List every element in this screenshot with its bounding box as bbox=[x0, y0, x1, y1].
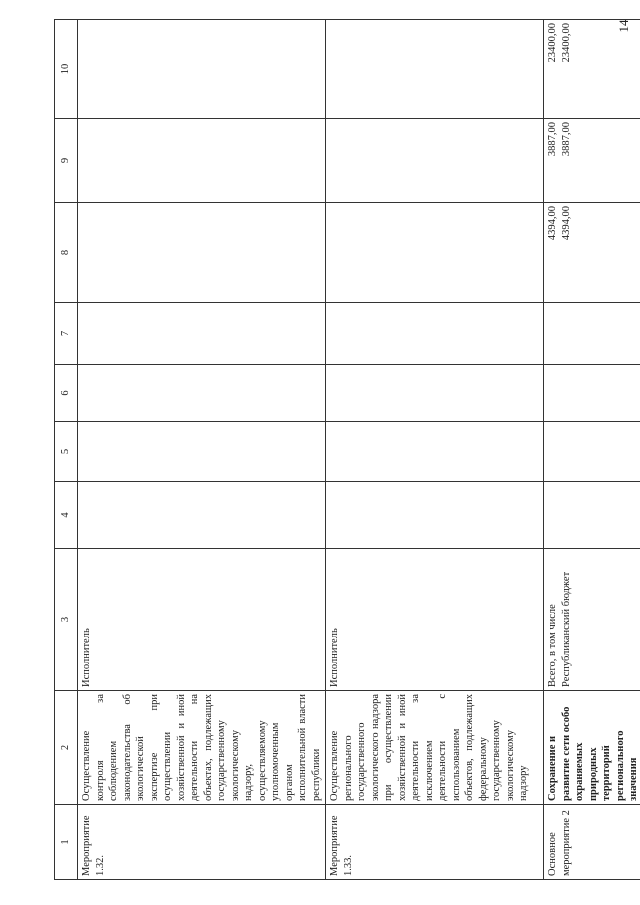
empty-cell bbox=[78, 422, 326, 482]
table-row bbox=[326, 20, 544, 880]
row-description: Сохранение и развитие сети особо охраняемых природных территорий регионального значения bbox=[544, 691, 640, 805]
col-header: 4 bbox=[55, 482, 78, 549]
source-line: Исполнитель bbox=[81, 628, 92, 687]
source-cell bbox=[78, 549, 326, 691]
row-label: Мероприятие 1.32. bbox=[78, 805, 326, 880]
empty-cell bbox=[544, 365, 640, 422]
empty-cell bbox=[326, 303, 544, 365]
source-line: Республиканский бюджет bbox=[560, 571, 572, 687]
empty-cell bbox=[326, 365, 544, 422]
value-line: 23400,00 bbox=[547, 23, 558, 63]
header-row bbox=[55, 20, 78, 880]
col-header: 3 bbox=[55, 549, 78, 691]
col-header: 2 bbox=[55, 691, 78, 805]
empty-cell bbox=[544, 482, 640, 549]
empty-cell bbox=[326, 482, 544, 549]
col-header: 8 bbox=[55, 203, 78, 303]
col-header: 1 bbox=[55, 805, 78, 880]
empty-cell bbox=[544, 422, 640, 482]
value-cell bbox=[544, 203, 640, 303]
row-description: Осуществление контроля за соблюдением законодательства об экологической экспертизе при осуществлении хозяйственной и иной деятельности на объектах, подлежащих государственному экологическому надзору, осуществляемому уполномоченным органом исполнительной власти республики bbox=[78, 691, 326, 805]
value-line: 23400,00 bbox=[560, 23, 572, 63]
empty-cell bbox=[78, 20, 326, 119]
table-row bbox=[544, 20, 640, 880]
value-line: 3887,00 bbox=[560, 122, 572, 157]
empty-cell bbox=[78, 482, 326, 549]
value-line: 3887,00 bbox=[547, 122, 558, 157]
empty-cell bbox=[78, 303, 326, 365]
row-label: Основное мероприятие 2 bbox=[544, 805, 640, 880]
empty-cell bbox=[326, 20, 544, 119]
row-description: Осуществление регионального государственного экологического надзора при осуществлении хозяйственной и иной деятельности за исключением деятельности с использованием объектов, подлежащих федеральному государственному экологическому надзору bbox=[326, 691, 544, 805]
empty-cell bbox=[78, 365, 326, 422]
page-number: 14 bbox=[616, 19, 631, 33]
source-cell bbox=[326, 549, 544, 691]
col-header: 10 bbox=[55, 20, 78, 119]
empty-cell bbox=[78, 203, 326, 303]
empty-cell bbox=[326, 203, 544, 303]
empty-cell bbox=[78, 119, 326, 203]
col-header: 9 bbox=[55, 119, 78, 203]
value-cell bbox=[544, 119, 640, 203]
empty-cell bbox=[326, 119, 544, 203]
value-cell bbox=[544, 20, 640, 119]
table-row bbox=[78, 20, 326, 880]
source-cell bbox=[544, 549, 640, 691]
source-line: Всего, в том числе bbox=[547, 604, 558, 687]
row-label: Мероприятие 1.33. bbox=[326, 805, 544, 880]
value-line: 4394,00 bbox=[547, 206, 558, 241]
col-header: 7 bbox=[55, 303, 78, 365]
col-header: 5 bbox=[55, 422, 78, 482]
source-line: Исполнитель bbox=[329, 628, 340, 687]
empty-cell bbox=[544, 303, 640, 365]
empty-cell bbox=[326, 422, 544, 482]
col-header: 6 bbox=[55, 365, 78, 422]
value-line: 4394,00 bbox=[560, 206, 572, 241]
program-table bbox=[54, 19, 640, 880]
